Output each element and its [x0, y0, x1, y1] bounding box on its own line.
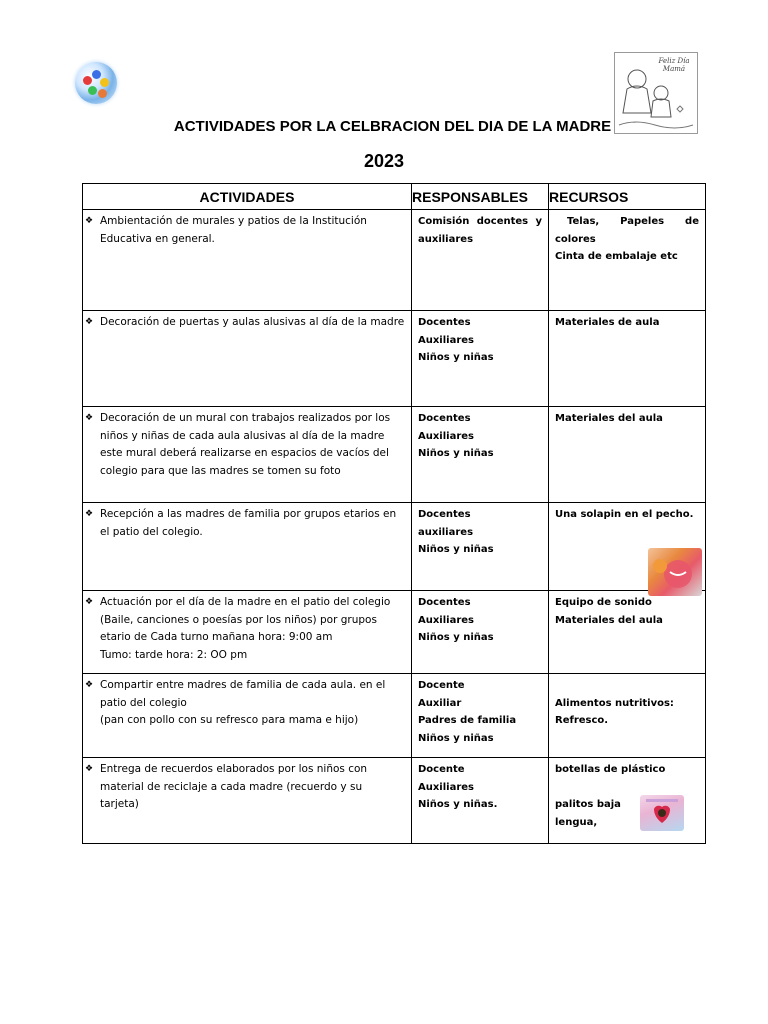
recurso-line: lengua, [555, 816, 598, 828]
bullet-icon: ❖ [85, 509, 94, 519]
activity-line: niños y niñas de cada aula alusivas al día de la madre [100, 429, 385, 442]
activity-line: Educativa en general. [100, 232, 215, 245]
badge-photo [648, 548, 702, 596]
recurso-line: Cinta de embalaje etc [555, 251, 678, 262]
recursos-cell [549, 210, 706, 311]
activity-line: Entrega de recuerdos elaborados por los niños con [100, 763, 368, 775]
activity-line: material de reciclaje a cada madre (recuerdo y su [100, 780, 363, 793]
recurso-line [555, 779, 699, 797]
activities-table [82, 183, 706, 844]
activity-cell [83, 758, 412, 844]
responsable-line: Docente [418, 680, 465, 691]
responsable-line: Niños y niñas [418, 352, 494, 363]
responsables-cell [412, 311, 549, 407]
recurso-line: Telas, Papeles de [567, 216, 699, 227]
responsable-line: Docentes [418, 597, 471, 608]
school-logo [75, 62, 117, 104]
activity-line: Tumo: tarde hora: 2: OO pm [100, 648, 248, 661]
responsables-cell [412, 503, 549, 591]
activity-line: tarjeta) [100, 798, 139, 810]
recurso-line: Una solapin en el pecho. [555, 509, 694, 520]
activity-cell [83, 674, 412, 758]
activity-line: el patio del colegio. [100, 525, 203, 538]
responsable-line: Auxiliares [418, 781, 475, 793]
drawing-caption [655, 57, 693, 73]
activity-cell [83, 311, 412, 407]
caption-line: Feliz Día [658, 57, 690, 65]
caption-line: Mamá [662, 65, 686, 73]
activity-line: Decoración de un mural con trabajos realizados por los [100, 412, 391, 424]
recurso-line: Alimentos nutritivos: [555, 697, 674, 709]
responsable-line: Comisión docentes y [418, 216, 542, 227]
responsable-line: Niños y niñas [418, 632, 494, 643]
activity-line: patio del colegio [100, 696, 187, 709]
document-title: ACTIVIDADES POR LA CELBRACION DEL DIA DE LA MADRE [173, 118, 612, 135]
recurso-line: botellas de plástico [555, 764, 666, 775]
responsable-line: Auxiliares [418, 334, 475, 346]
responsable-line: Docentes [418, 317, 471, 328]
recurso-line: Refresco. [555, 715, 609, 726]
responsables-cell [412, 758, 549, 844]
recurso-line: Materiales del aula [555, 614, 663, 626]
activity-line: Actuación por el día de la madre en el patio del colegio [100, 596, 391, 608]
table-row [83, 210, 706, 311]
responsable-line: Niños y niñas [418, 448, 494, 459]
responsables-cell [412, 674, 549, 758]
recurso-line: Materiales de aula [555, 317, 660, 328]
craft-photo-drawing [640, 795, 684, 831]
header-actividades: ACTIVIDADES [83, 184, 412, 210]
responsable-line: Niños y niñas. [418, 799, 498, 810]
recursos-cell [549, 674, 706, 758]
activity-line: (Baile, canciones o poesías por los niños) por grupos [100, 613, 377, 626]
activity-line: etario de Cada turno mañana hora: 9:00 am [100, 631, 333, 643]
header-recursos: RECURSOS [549, 184, 706, 210]
responsable-line: auxiliares [418, 526, 474, 538]
table-row [83, 591, 706, 674]
recurso-line: Equipo de sonido [555, 597, 652, 608]
recursos-cell [549, 311, 706, 407]
responsables-cell [412, 210, 549, 311]
responsable-line: auxiliares [418, 233, 474, 245]
activity-line: Recepción a las madres de familia por grupos etarios en [100, 508, 397, 520]
bullet-icon: ❖ [85, 413, 94, 423]
responsable-line: Auxiliar [418, 697, 462, 709]
table-row [83, 407, 706, 503]
activity-cell [83, 503, 412, 591]
responsable-line: Docentes [418, 509, 471, 520]
bullet-icon: ❖ [85, 597, 94, 607]
responsable-line: Docentes [418, 413, 471, 424]
activity-cell [83, 407, 412, 503]
activity-line: colegio para que las madres se tomen su foto [100, 464, 341, 477]
responsables-cell [412, 407, 549, 503]
recurso-line [555, 677, 699, 695]
bullet-icon: ❖ [85, 317, 94, 327]
table-header-row [83, 184, 706, 210]
recurso-line: palitos baja [555, 799, 621, 810]
activity-line: (pan con pollo con su refresco para mama e hijo) [100, 714, 359, 726]
table-row [83, 674, 706, 758]
responsable-line: Niños y niñas [418, 544, 494, 555]
activity-line: Compartir entre madres de familia de cada aula. en el [100, 679, 386, 691]
document-year: 2023 [363, 151, 405, 171]
responsable-line: Auxiliares [418, 430, 475, 442]
bullet-icon: ❖ [85, 764, 94, 774]
activity-line: este mural deberá realizarse en espacios de vacíos del [100, 447, 389, 459]
activity-cell [83, 591, 412, 674]
responsable-line: Niños y niñas [418, 732, 494, 744]
table-row [83, 311, 706, 407]
activity-line: Ambientación de murales y patios de la Institución [100, 215, 367, 227]
bullet-icon: ❖ [85, 216, 94, 226]
recurso-line: colores [555, 233, 596, 245]
badge-photo-drawing [648, 548, 702, 596]
responsable-line: Docente [418, 764, 465, 775]
table-row [83, 503, 706, 591]
bullet-icon: ❖ [85, 680, 94, 690]
recursos-cell [549, 591, 706, 674]
activity-line: Decoración de puertas y aulas alusivas al día de la madre [100, 316, 405, 328]
recursos-cell [549, 407, 706, 503]
table-row [83, 758, 706, 844]
responsables-cell [412, 591, 549, 674]
responsable-line: Auxiliares [418, 614, 475, 626]
header-responsables: RESPONSABLES [412, 184, 549, 210]
activity-cell [83, 210, 412, 311]
craft-photo [640, 795, 684, 831]
recurso-line: Materiales del aula [555, 413, 663, 424]
responsable-line: Padres de familia [418, 715, 517, 726]
